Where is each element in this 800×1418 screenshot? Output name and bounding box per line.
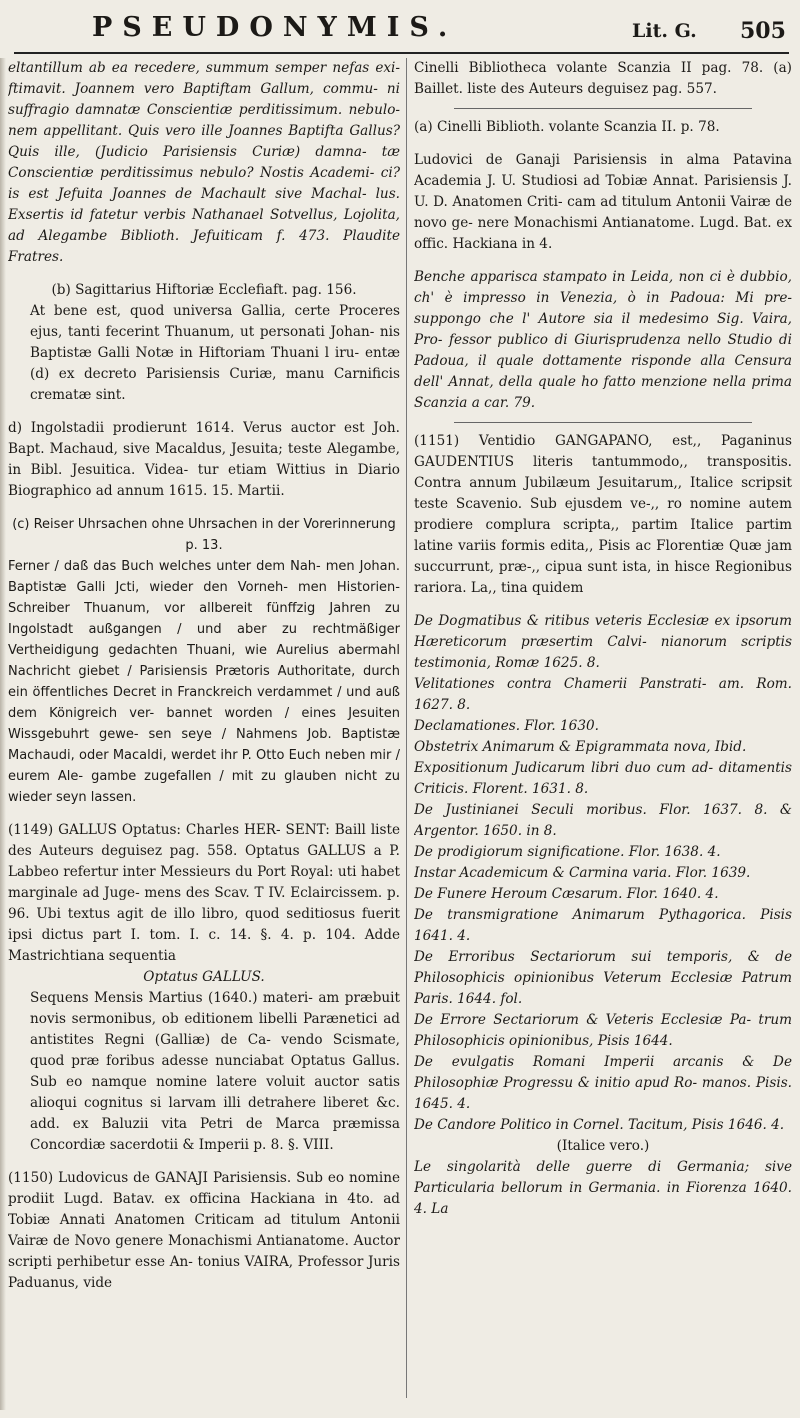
header-rule xyxy=(14,52,789,54)
footnote-rule xyxy=(454,108,752,109)
left-paragraph-1: eltantillum ab ea recedere, summum semper nefas exi- ftimavit. Joannem vero Baptiftam Gallum, commu- ni suffragio damnatæ Conscientiæ perditissimum. nebulo- nem appellitant. Quis vero ille Joannes Baptifta Gallus? Quis ille, (Judicio Parisiensis Curiæ) damna- tæ Conscientiæ perditissimus nebulo? Nostis Academi- ci? is est Jefuita Joannes de Machault sive Machal- lus. Exsertis id fatetur verbis Nathanael Sotvellus, Lojolita, ad Alegambe Biblioth. Jefuiticam f. 473. Plaudite Fratres. xyxy=(8,60,400,265)
bibliography-item: De prodigiorum significatione. Flor. 1638. 4. xyxy=(414,844,721,860)
left-paragraph-9: Sequens Mensis Martius (1640.) materi- am præbuit novis sermonibus, ob editionem libelli Parænetici ad antistites Regni (Galliæ) de Ca- vendo Scismate, quod præ foribus adesse nunciabat Optatus Gallus. Sub eo namque nomine latere voluit auctor satis alioqui cognitus si larvam illi detrahere liberet &c. add. ex Baluzii vita Petri de Marca præmissa Concordiæ sacerdotii & Imperii p. 8. §. VIII. xyxy=(30,990,400,1153)
bibliography-item: De Dogmatibus & ritibus veteris Ecclesiæ ex ipsorum Hæreticorum præsertim Calvi- nianorum scriptis testimonia, Romæ 1625. 8. xyxy=(414,613,792,671)
right-paragraph-1: Cinelli Bibliotheca volante Scanzia II pag. 78. (a) Baillet. liste des Auteurs deguisez pag. 557. xyxy=(414,60,792,97)
bibliography-item: De evulgatis Romani Imperii arcanis & De Philosophiæ Progressu & initio apud Ro- manos. Pisis. 1645. 4. xyxy=(414,1054,792,1112)
right-italian-note: Benche apparisca stampato in Leida, non ci è dubbio, ch' è impresso in Venezia, ò in Padoua: Mi pre- suppongo che l' Autore sia il medesimo Sig. Vaira, Pro- fessor publico di Giurisprudenza nello Studio di Padoua, il quale dottamente risponde alla Censura dell' Annat, della quale ho fatto menzione nella prima Scanzia a car. 79. xyxy=(414,269,792,411)
left-paragraph-3: At bene est, quod universa Gallia, certe Proceres ejus, tanti fecerint Thuanum, ut personati Johan- nis Baptistæ Galli Notæ in Hiftoriam Thuani l iru- entæ (d) ex decreto Parisiensis Curiæ, manu Carnificis crematæ sint. xyxy=(30,303,400,403)
bibliography-item: Instar Academicum & Carmina varia. Flor. 1639. xyxy=(414,865,751,881)
bibliography-item: De transmigratione Animarum Pythagorica. Pisis 1641. 4. xyxy=(414,907,792,944)
bibliography-item: De Errore Sectariorum & Veteris Ecclesiæ Pa- trum Philosophicis opinionibus, Pisis 1644. xyxy=(414,1012,792,1049)
section-label: Lit. G. xyxy=(632,20,697,42)
left-footnote-d: d) Ingolstadii prodierunt 1614. Verus auctor est Joh. Bapt. Machaud, sive Macaldus, Jesuita; teste Alegambe, in Bibl. Jesuitica. Videa- tur etiam Wittius in Diario Biographico ad annum 1615. 15. Martii. xyxy=(8,420,400,499)
left-german-paragraph: Ferner / daß das Buch welches unter dem Nah- men Johan. Baptistæ Galli Jcti, wieder den Vorneh- men Historien-Schreiber Thuanum, vor allbereit fünffzig Jahren zu Ingolstadt außgangen / und aber zu rechtmäßiger Vertheidigung gedachten Thuani, wie Aurelius abermahl Nachricht giebet / Parisiensis Prætoris Authoritate, durch ein öffentliches Decret in Franckreich verdammet / und auß dem Königreich ver- bannet worden / eines Jesuiten Wissgebuhrt gewe- sen seye / Nahmens Job. Baptistæ Machaudi, oder Macaldi, werdet ihr P. Otto Euch neben mir / eurem Ale- gambe zugefallen / mit zu glauben nicht zu wieder seyn lassen. xyxy=(8,559,400,805)
binding-gutter xyxy=(0,58,6,1410)
bibliography-item: Velitationes contra Chamerii Panstrati- am. Rom. 1627. 8. xyxy=(414,676,792,713)
bibliography-item: Le singolarità delle guerre di Germania; sive Particularia bellorum in Germania. in Fiorenza 1640. 4. La xyxy=(414,1159,792,1217)
bibliography-item: De Justinianei Seculi moribus. Flor. 1637. 8. & Argentor. 1650. in 8. xyxy=(414,802,792,839)
right-entry-1151: (1151) Ventidio GANGAPANO, est,, Paganinus GAUDENTIUS literis tantummodo,, transpositis. Contra annum Jubilæum Jesuitarum,, Italice scripsit teste Scavenio. Sub ejusdem ve-,, ro nomine autem prodiere complura scripta,, partim Italice partim latine variis formis edita,, Pisis ac Florentiæ Quæ jam succurrunt, præ-,, cipua sunt ista, in hisce Regionibus rariora. La,, tina quidem xyxy=(414,433,792,596)
bibliography-item: De Candore Politico in Cornel. Tacitum, Pisis 1646. 4. xyxy=(414,1117,785,1133)
left-footnote-c: (c) Reiser Uhrsachen ohne Uhrsachen in der Vorerinnerung p. 13. xyxy=(12,517,396,553)
right-column xyxy=(414,58,792,1410)
entry-rule xyxy=(454,422,752,423)
left-entry-1150: (1150) Ludovicus de GANAJI Parisiensis. Sub eo nomine prodiit Lugd. Batav. ex officina Hackiana in 4to. ad Tobiæ Annati Anatomen Criticam ad titulum Antonii Vairæ de Novo genere Monachismi Antianatome. Auctor scripti perhibetur esse An- tonius VAIRA, Professor Juris Paduanus, vide xyxy=(8,1170,400,1291)
bibliography-item: Declamationes. Flor. 1630. xyxy=(414,718,599,734)
running-title: PSEUDONYMIS. xyxy=(92,12,458,43)
page-header xyxy=(0,8,800,52)
right-paragraph-3: Ludovici de Ganaji Parisiensis in alma Patavina Academia J. U. Studiosi ad Tobiæ Annat. Parisiensis J. U. D. Anatomen Criti- cam ad titulum Antonii Vairæ de novo ge- nere Monachismi Antianatome. Lugd. Bat. ex offic. Hackiana in 4. xyxy=(414,152,792,252)
left-column xyxy=(8,58,400,1410)
right-footnote-a: (a) Cinelli Biblioth. volante Scanzia II. p. 78. xyxy=(414,119,720,135)
bibliography-item: De Erroribus Sectariorum sui temporis, & de Philosophicis opinionibus Veterum Ecclesiæ Patrum Paris. 1644. fol. xyxy=(414,949,792,1007)
page-number: 505 xyxy=(740,18,786,44)
left-footnote-b: (b) Sagittarius Hiftoriæ Ecclefiaft. pag. 156. xyxy=(51,282,357,298)
left-entry-heading: Optatus GALLUS. xyxy=(143,969,265,985)
bibliography-item: Expositionum Judicarum libri duo cum ad- ditamentis Criticis. Florent. 1631. 8. xyxy=(414,760,792,797)
left-entry-1149: (1149) GALLUS Optatus: Charles HER- SENT: Baill liste des Auteurs deguisez pag. 558. Optatus GALLUS a P. Labbeo refertur inter Messieurs du Port Royal: uti habet marginale ad Juge- mens des Scav. T IV. Eclaircissem. p. 96. Ubi textus agit de illo libro, quod seditiosus fuerit ipsi dictus part I. tom. I. c. 14. §. 4. p. 104. Adde Mastrichtiana sequentia xyxy=(8,822,400,964)
bibliography-item: De Funere Heroum Cæsarum. Flor. 1640. 4. xyxy=(414,886,719,902)
italice-heading: (Italice vero.) xyxy=(556,1138,650,1154)
bibliography-item: Obstetrix Animarum & Epigrammata nova, Ibid. xyxy=(414,739,747,755)
column-divider xyxy=(406,58,407,1398)
